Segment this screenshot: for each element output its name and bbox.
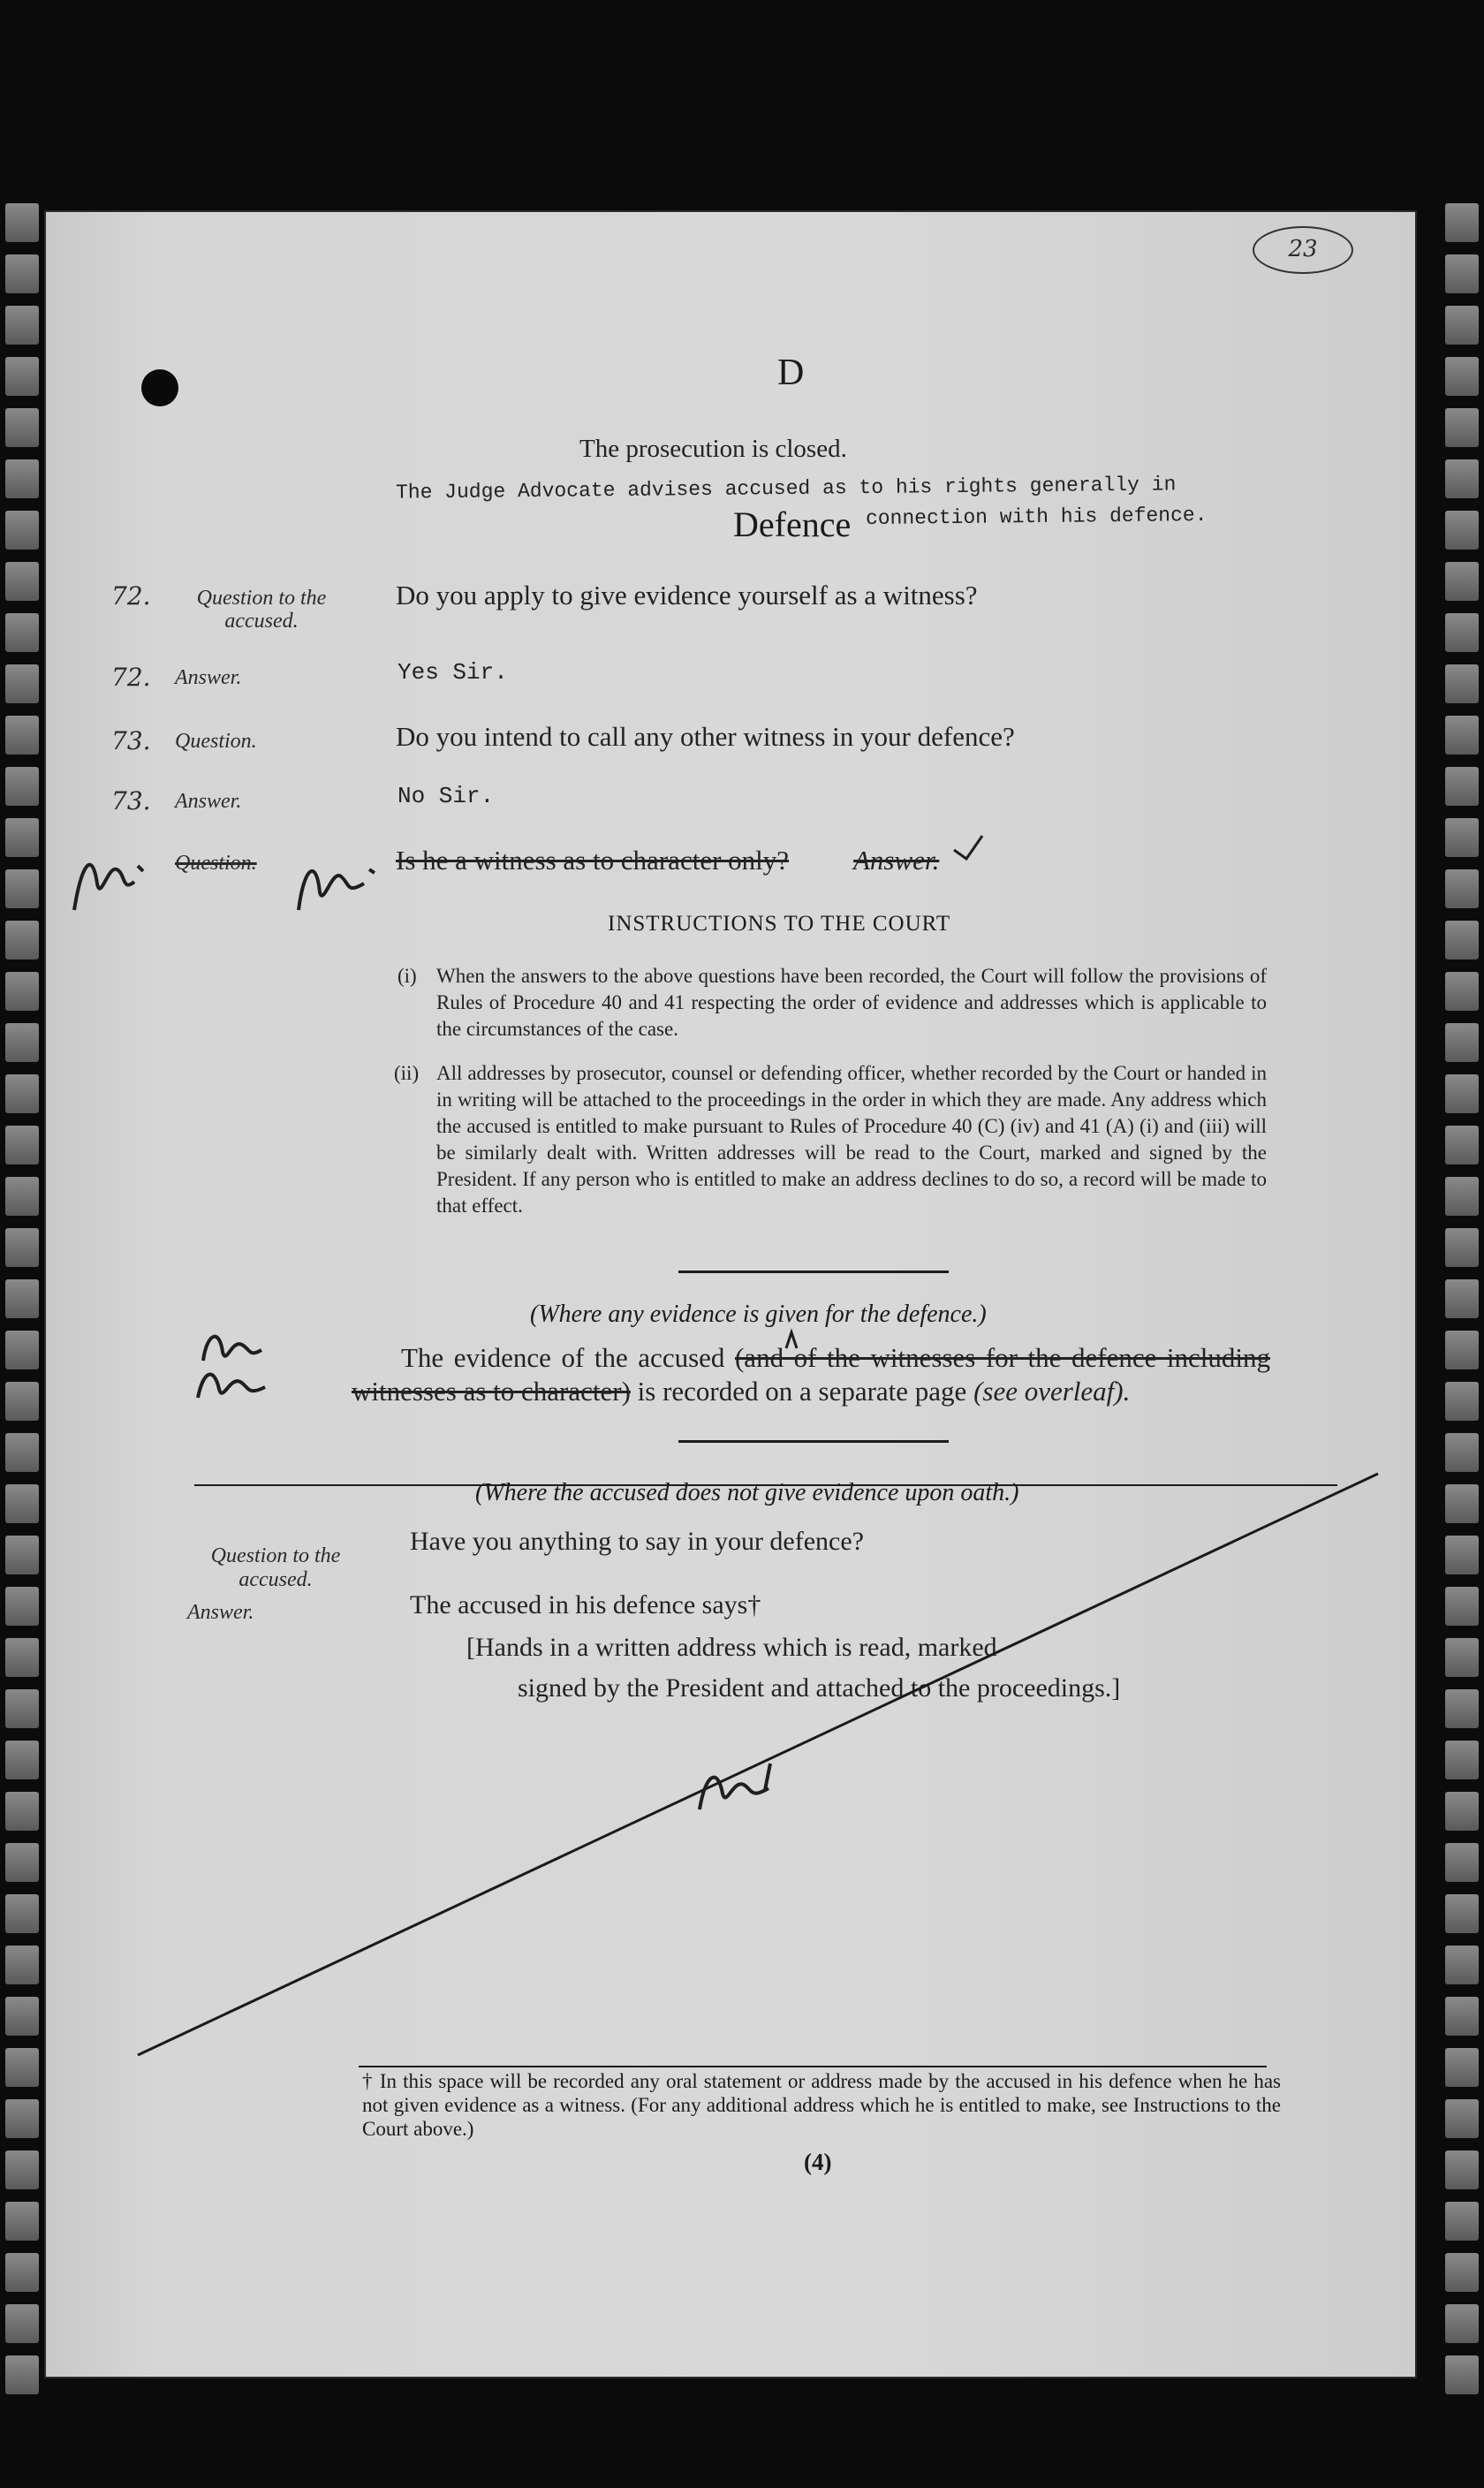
film-perforation	[1445, 1689, 1479, 1728]
film-perforation	[1445, 2099, 1479, 2138]
film-perforation	[5, 1228, 39, 1267]
film-perforation	[1445, 1894, 1479, 1933]
film-perforation	[1445, 767, 1479, 806]
film-perforation	[1445, 818, 1479, 857]
struck-answer: Answer.	[853, 845, 940, 876]
row-number: 72.	[111, 581, 151, 611]
row-number: 72.	[111, 663, 151, 692]
row-text: Do you intend to call any other witness in your defence?	[396, 721, 1015, 752]
prosecution-closed: The prosecution is closed.	[579, 435, 847, 463]
film-perforation	[5, 2048, 39, 2087]
no-oath-heading: (Where the accused does not give evidence upon oath.)	[475, 1479, 1019, 1506]
film-perforation	[5, 254, 39, 293]
instruction-i-number: (i)	[398, 965, 417, 987]
film-perforation	[5, 2253, 39, 2292]
cancel-diagonal-line	[138, 1474, 1378, 2055]
film-perforation	[1445, 1946, 1479, 1984]
film-perforation	[5, 1382, 39, 1421]
film-strip-left	[0, 203, 44, 2394]
no-oath-answer-label: Answer.	[187, 1601, 254, 1624]
film-perforation	[1445, 664, 1479, 703]
initials-mark	[74, 865, 143, 910]
film-perforation	[5, 1946, 39, 1984]
initials-mark	[203, 1337, 261, 1361]
film-perforation	[5, 1536, 39, 1574]
struck-question: Is he a witness as to character only?	[396, 845, 790, 876]
instructions-heading: INSTRUCTIONS TO THE COURT	[608, 912, 951, 936]
page-mark: 23	[1253, 226, 1353, 274]
film-perforation	[5, 1279, 39, 1318]
film-perforation	[5, 869, 39, 908]
defence-heading: Defence	[733, 504, 852, 544]
film-strip-right	[1438, 203, 1482, 2394]
film-perforation	[1445, 562, 1479, 601]
row-label: Question to the accused.	[196, 587, 327, 633]
film-perforation	[1445, 254, 1479, 293]
film-perforation	[5, 1177, 39, 1216]
film-perforation	[5, 1023, 39, 1062]
film-perforation	[1445, 408, 1479, 447]
row-label: Answer.	[175, 790, 242, 813]
page-number: (4)	[804, 2149, 832, 2175]
film-perforation	[5, 1638, 39, 1677]
film-perforation	[5, 2099, 39, 2138]
film-perforation	[1445, 1126, 1479, 1164]
film-perforation	[5, 2150, 39, 2189]
row-text: Yes Sir.	[398, 659, 508, 686]
film-perforation	[5, 1587, 39, 1626]
film-perforation	[5, 2355, 39, 2394]
film-perforation	[5, 613, 39, 652]
film-perforation	[5, 716, 39, 755]
no-oath-question-label: Question to the accused.	[210, 1544, 341, 1591]
instruction-i: When the answers to the above questions have been recorded, the Court will follow the provisions of Rules of Procedure 40 and 41 respecting the order of evidence and addresses which is applicable to the circumstances of the case.	[436, 965, 1267, 1040]
film-perforation	[1445, 2048, 1479, 2087]
film-perforation	[5, 1331, 39, 1369]
film-perforation	[1445, 869, 1479, 908]
film-perforation	[1445, 1177, 1479, 1216]
struck-label: Question.	[175, 852, 257, 875]
film-perforation	[1445, 1074, 1479, 1113]
film-perforation	[1445, 1536, 1479, 1574]
film-perforation	[5, 818, 39, 857]
film-perforation	[5, 972, 39, 1011]
film-perforation	[1445, 1792, 1479, 1831]
judge-advocate-note-line1: The Judge Advocate advises accused as to his rights generally in	[395, 473, 1177, 504]
annotation-layer	[46, 212, 1415, 2377]
film-perforation	[5, 664, 39, 703]
film-perforation	[1445, 613, 1479, 652]
film-perforation	[1445, 2202, 1479, 2241]
film-perforation	[1445, 1843, 1479, 1882]
film-perforation	[1445, 1587, 1479, 1626]
film-perforation	[1445, 716, 1479, 755]
evidence-struck: (and of the witnesses for the defence including witnesses as to character)	[352, 1342, 1271, 1407]
caret-mark	[786, 1332, 797, 1348]
film-perforation	[1445, 1023, 1479, 1062]
film-perforation	[5, 1741, 39, 1779]
document-page	[46, 212, 1415, 2377]
initials-mark	[299, 869, 375, 910]
instruction-ii: All addresses by prosecutor, counsel or defending officer, whether recorded by the Court or handed in in writing will be attached to the proceedings in the order in which they are made. Any address which the accused is entitled to make pursuant to Rules of Procedure 40 (C) (iv) and 41 (A) (i) and (iii) will be similarly dealt with. Written addresses will be read to the Court, marked and signed by the President. If any person who is entitled to make an address declines to do so, a record will be made to that effect.	[436, 1062, 1267, 1217]
film-perforation	[5, 203, 39, 242]
judge-advocate-note-line2: connection with his defence.	[865, 503, 1208, 531]
section-letter: D	[777, 353, 805, 393]
evidence-see: (see overleaf).	[973, 1376, 1131, 1407]
film-perforation	[5, 1792, 39, 1831]
film-perforation	[5, 1843, 39, 1882]
instruction-ii-number: (ii)	[394, 1062, 420, 1084]
handed-in-line1: [Hands in a written address which is read, marked	[466, 1633, 997, 1662]
film-perforation	[5, 1433, 39, 1472]
film-perforation	[5, 1484, 39, 1523]
film-perforation	[5, 2304, 39, 2343]
film-perforation	[1445, 1279, 1479, 1318]
film-perforation	[1445, 357, 1479, 396]
film-perforation	[1445, 2253, 1479, 2292]
footnote: † In this space will be recorded any oral statement or address made by the accused in his defence when he has not given evidence as a witness. (For any additional address which he is entitled to make, see Instructions to the Court above.)	[362, 2070, 1281, 2140]
row-number: 73.	[111, 726, 151, 755]
evidence-line-a: The evidence of the accused	[401, 1342, 725, 1373]
handed-in-line2: signed by the President and attached to the proceedings.]	[518, 1673, 1121, 1703]
film-perforation	[5, 2202, 39, 2241]
film-perforation	[1445, 1997, 1479, 2036]
film-perforation	[1445, 1433, 1479, 1472]
no-oath-question-text: Have you anything to say in your defence?	[410, 1527, 864, 1556]
film-perforation	[1445, 1484, 1479, 1523]
row-number: 73.	[111, 786, 151, 815]
film-perforation	[5, 1689, 39, 1728]
film-perforation	[1445, 1638, 1479, 1677]
no-oath-answer-text: The accused in his defence says†	[410, 1590, 761, 1619]
film-perforation	[1445, 2355, 1479, 2394]
film-perforation	[5, 767, 39, 806]
film-perforation	[1445, 2304, 1479, 2343]
film-perforation	[1445, 459, 1479, 498]
film-perforation	[5, 562, 39, 601]
film-perforation	[1445, 1741, 1479, 1779]
film-perforation	[1445, 972, 1479, 1011]
evidence-line-b: is recorded on a separate page	[637, 1376, 967, 1407]
film-perforation	[5, 1074, 39, 1113]
film-perforation	[1445, 921, 1479, 960]
evidence-given-heading: (Where any evidence is given for the defence.)	[530, 1301, 987, 1328]
film-perforation	[1445, 1382, 1479, 1421]
film-perforation	[1445, 1331, 1479, 1369]
initials-mark	[198, 1375, 265, 1398]
film-perforation	[1445, 203, 1479, 242]
row-text: Do you apply to give evidence yourself as a witness?	[396, 580, 978, 611]
row-label: Answer.	[175, 666, 242, 689]
film-perforation	[5, 357, 39, 396]
film-perforation	[5, 306, 39, 345]
film-perforation	[5, 921, 39, 960]
tick-mark	[954, 836, 982, 859]
film-perforation	[5, 1894, 39, 1933]
film-perforation	[5, 459, 39, 498]
film-perforation	[5, 1997, 39, 2036]
film-perforation	[5, 1126, 39, 1164]
row-label: Question.	[175, 730, 257, 753]
film-perforation	[5, 511, 39, 550]
row-text: No Sir.	[398, 783, 495, 809]
film-perforation	[1445, 306, 1479, 345]
film-perforation	[5, 408, 39, 447]
film-perforation	[1445, 511, 1479, 550]
film-perforation	[1445, 2150, 1479, 2189]
film-perforation	[1445, 1228, 1479, 1267]
